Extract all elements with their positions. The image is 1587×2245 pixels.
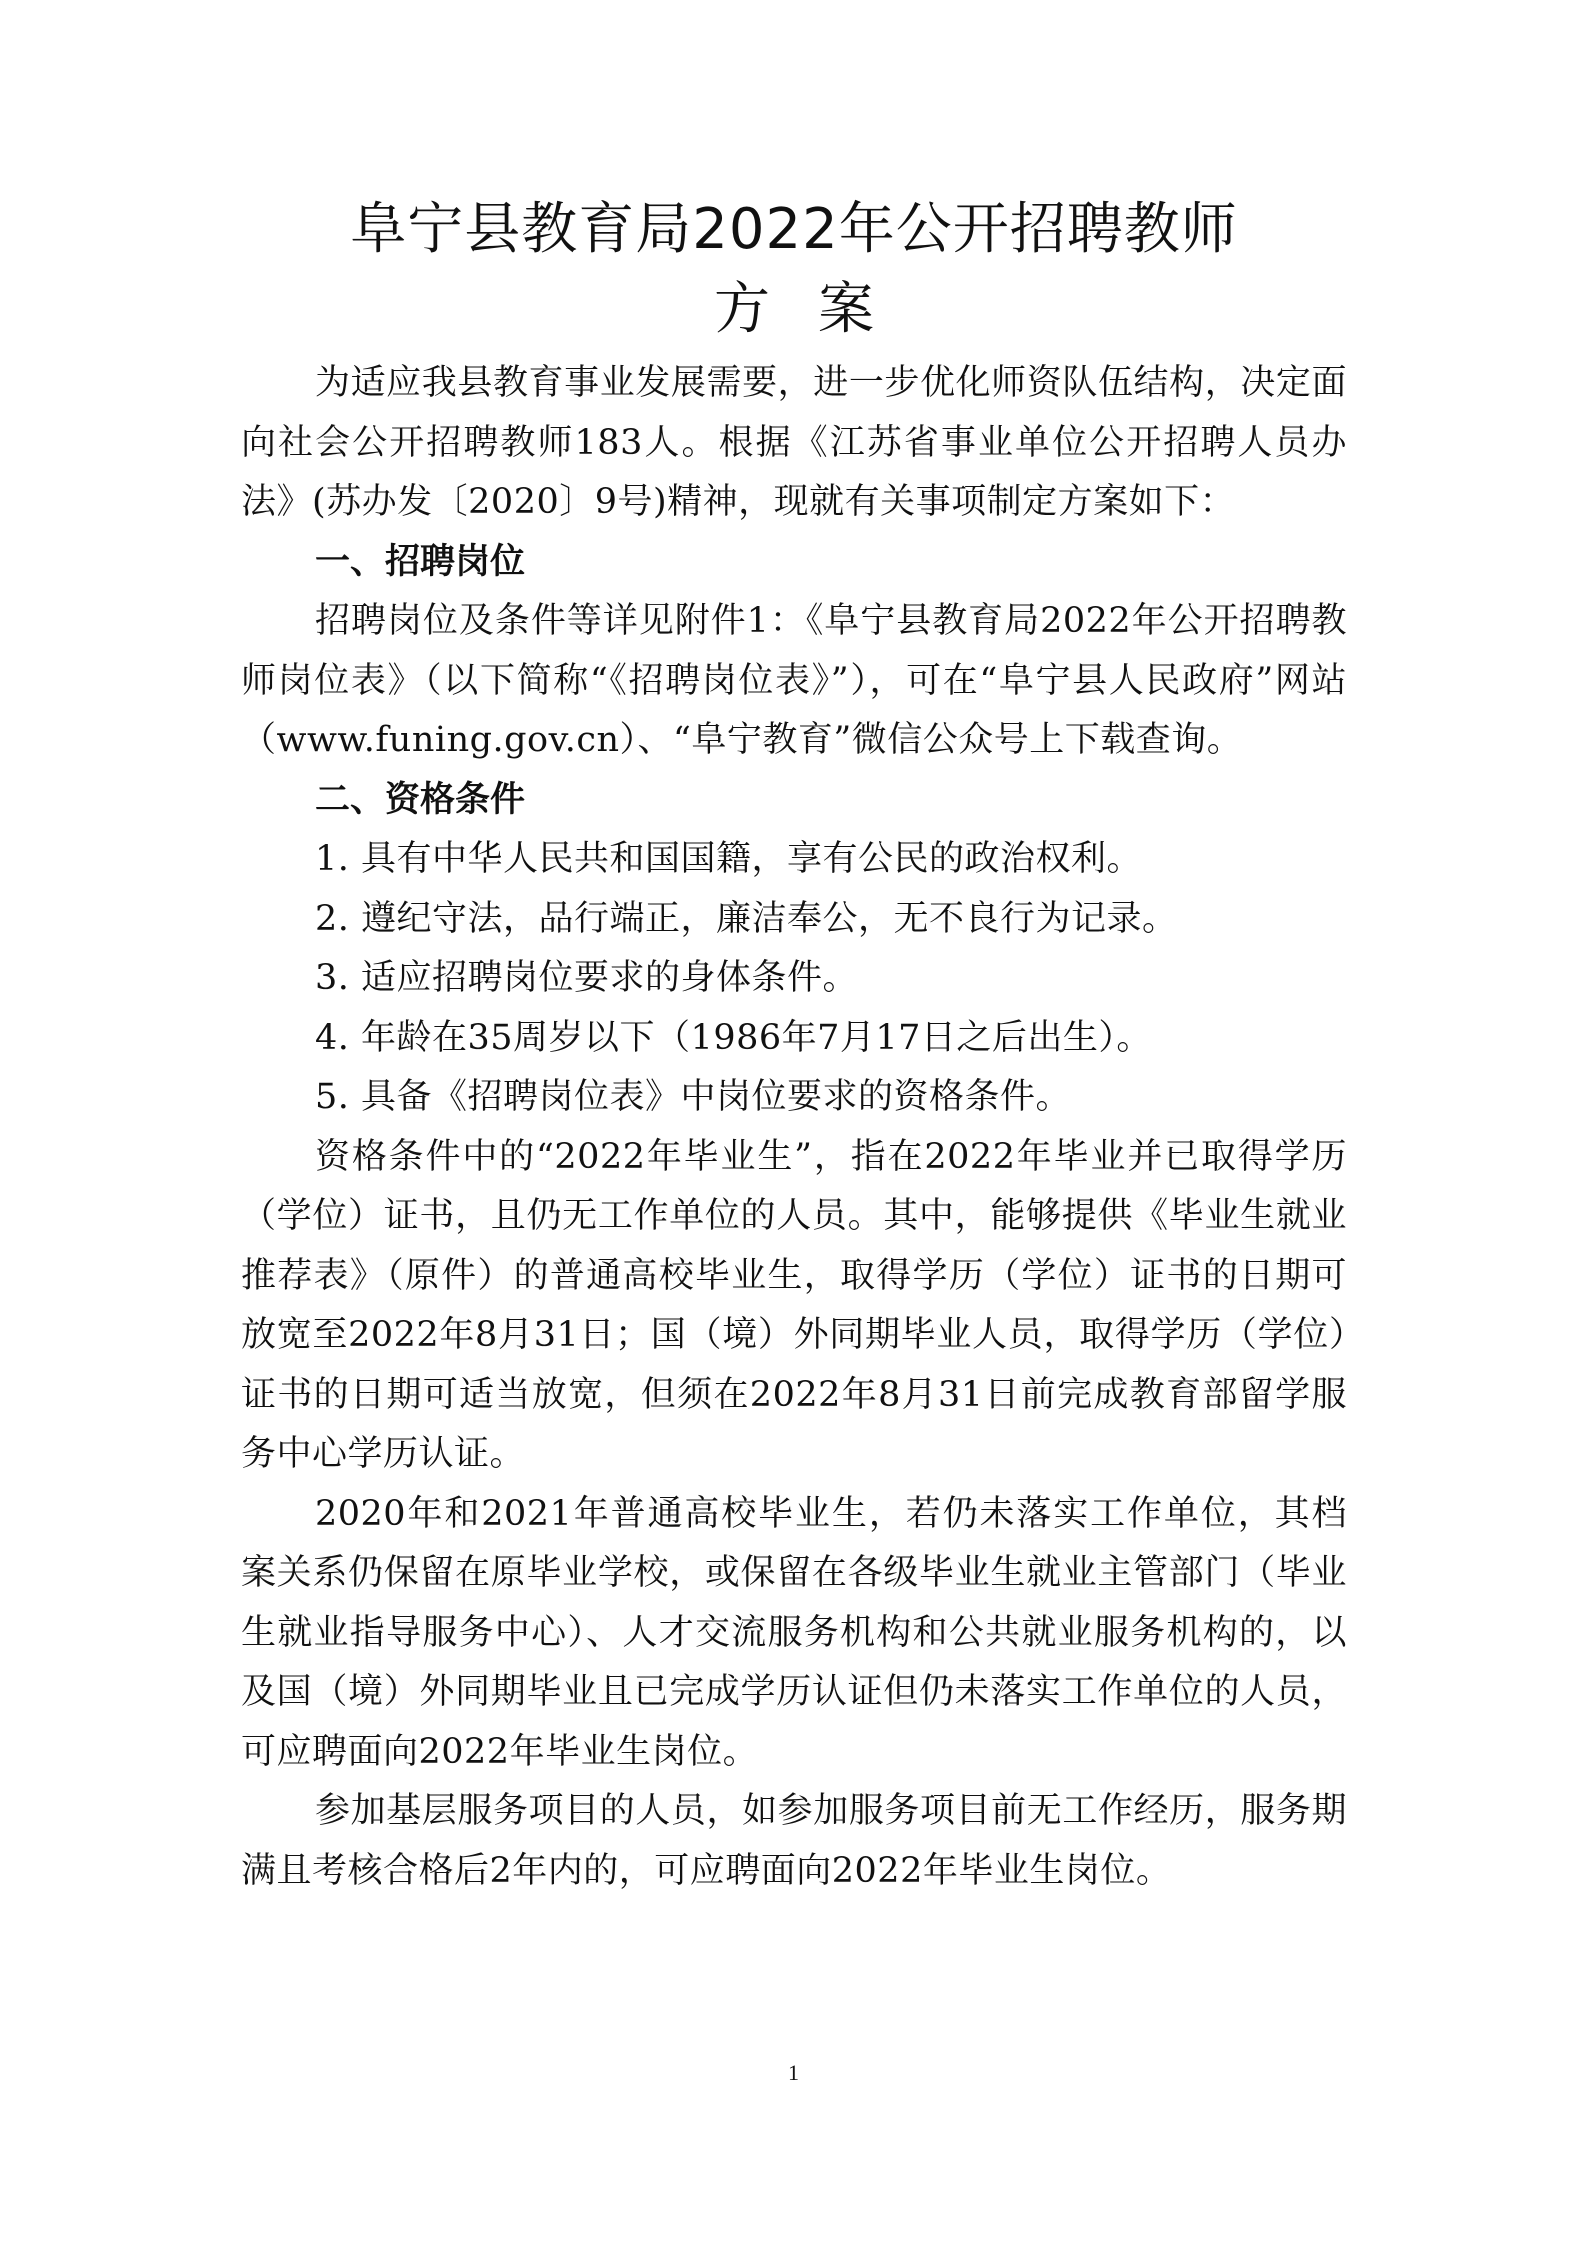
graduate-definition-paragraph: 资格条件中的“2022年毕业生”，指在2022年毕业并已取得学历（学位）证书，且仍无工作单位的人员。其中，能够提供《毕业生就业推荐表》（原件）的普通高校毕业生，取得学历（学位）证书的日期可放宽至2022年8月31日；国（境）外同期毕业人员，取得学历（学位）证书的日期可适当放宽，但须在2022年8月31日前完成教育部留学服务中心学历认证。	[241, 1136, 1347, 1474]
prior-graduates-paragraph: 2020年和2021年普通高校毕业生，若仍未落实工作单位，其档案关系仍保留在原毕业学校，或保留在各级毕业生就业主管部门（毕业生就业指导服务中心）、人才交流服务机构和公共就业服务机构的，以及国（境）外同期毕业且已完成学历认证但仍未落实工作单位的人员，可应聘面向2022年毕业生岗位。	[241, 1493, 1347, 1772]
qualification-item: 1. 具有中华人民共和国国籍，享有公民的政治权利。	[315, 839, 1143, 879]
grassroots-service-paragraph: 参加基层服务项目的人员，如参加服务项目前无工作经历，服务期满且考核合格后2年内的，可应聘面向2022年毕业生岗位。	[241, 1791, 1347, 1891]
qualification-item: 4. 年龄在35周岁以下（1986年7月17日之后出生）。	[315, 1017, 1152, 1058]
qualification-item: 5. 具备《招聘岗位表》中岗位要求的资格条件。	[315, 1077, 1072, 1117]
section-heading-qualifications: 二、资格条件	[315, 779, 526, 820]
section-heading-positions: 一、招聘岗位	[315, 541, 526, 582]
document-subtitle: 方案	[714, 277, 922, 342]
document-title: 阜宁县教育局2022年公开招聘教师	[350, 197, 1238, 262]
intro-paragraph: 为适应我县教育事业发展需要，进一步优化师资队伍结构，决定面向社会公开招聘教师183人。根据《江苏省事业单位公开招聘人员办法》(苏办发〔2020〕9号)精神，现就有关事项制定方案如下：	[241, 363, 1347, 522]
page-number: 1	[788, 2060, 799, 2085]
positions-paragraph: 招聘岗位及条件等详见附件1：《阜宁县教育局2022年公开招聘教师岗位表》（以下简称“《招聘岗位表》”），可在“阜宁县人民政府”网站（www.funing.gov.cn）、“阜宁教育”微信公众号上下载查询。	[241, 601, 1347, 760]
document-page	[241, 190, 1347, 1901]
qualification-item: 2. 遵纪守法，品行端正，廉洁奉公，无不良行为记录。	[315, 898, 1178, 939]
qualification-item: 3. 适应招聘岗位要求的身体条件。	[315, 958, 859, 998]
